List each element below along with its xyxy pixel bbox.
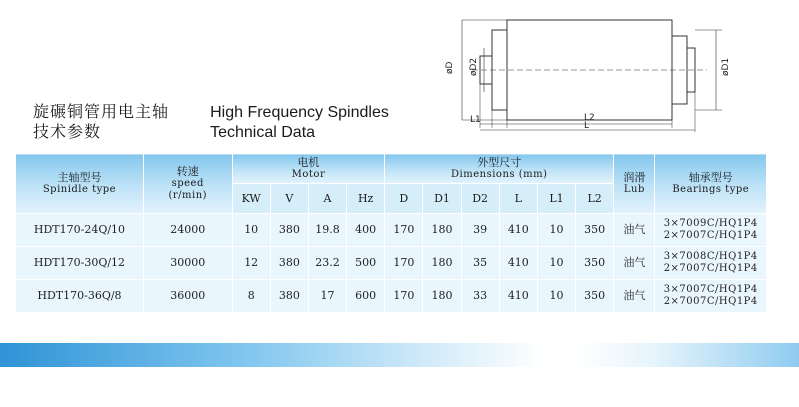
subheader-l1: L1 (537, 184, 575, 214)
label-l1: L1 (470, 115, 481, 125)
header-lub: 润滑 Lub (614, 154, 655, 214)
cell-v: 380 (270, 247, 308, 280)
cell-kw: 12 (232, 247, 270, 280)
footer-gradient-bar (0, 343, 799, 367)
table-row (16, 214, 767, 247)
label-d1: øD1 (721, 57, 731, 76)
cell-v: 380 (270, 214, 308, 247)
label-d: øD (445, 61, 455, 74)
cell-model: HDT170-36Q/8 (16, 280, 144, 313)
cell-l2: 350 (576, 280, 614, 313)
header-dimensions: 外型尺寸 Dimensions (mm) (385, 154, 614, 184)
subheader-hz: Hz (347, 184, 385, 214)
header-model: 主轴型号 Spinidle type (16, 154, 144, 214)
cell-d1: 180 (423, 280, 461, 313)
cell-bearings: 3×7007C/HQ1P4 2×7007C/HQ1P4 (655, 280, 767, 313)
cell-d2: 33 (461, 280, 499, 313)
cell-speed: 24000 (143, 214, 232, 247)
cell-lub: 油气 (614, 247, 655, 280)
cell-a: 23.2 (308, 247, 346, 280)
subheader-l2: L2 (576, 184, 614, 214)
cell-kw: 10 (232, 214, 270, 247)
table-row (16, 247, 767, 280)
subtitle-en: Technical Data (210, 124, 316, 141)
cell-hz: 500 (347, 247, 385, 280)
cell-hz: 600 (347, 280, 385, 313)
spindle-drawing-svg (432, 6, 732, 136)
cell-bearings: 3×7009C/HQ1P4 2×7007C/HQ1P4 (655, 214, 767, 247)
cell-model: HDT170-24Q/10 (16, 214, 144, 247)
cell-l1: 10 (537, 247, 575, 280)
cell-hz: 400 (347, 214, 385, 247)
title-block (33, 99, 389, 139)
subheader-d: D (385, 184, 423, 214)
table-row (16, 280, 767, 313)
subtitle-cn: 技术参数 (33, 122, 102, 141)
spec-table (15, 153, 767, 313)
cell-bearings: 3×7008C/HQ1P4 2×7007C/HQ1P4 (655, 247, 767, 280)
header-row (16, 154, 767, 184)
header-bearings: 轴承型号 Bearings type (655, 154, 767, 214)
cell-l: 410 (499, 214, 537, 247)
header-speed: 转速 speed (r/min) (143, 154, 232, 214)
cell-d: 170 (385, 247, 423, 280)
cell-d1: 180 (423, 214, 461, 247)
cell-a: 17 (308, 280, 346, 313)
cell-l: 410 (499, 247, 537, 280)
label-l: L (584, 121, 590, 131)
subheader-d2: D2 (461, 184, 499, 214)
cell-l1: 10 (537, 280, 575, 313)
subheader-d1: D1 (423, 184, 461, 214)
cell-lub: 油气 (614, 214, 655, 247)
cell-l2: 350 (576, 247, 614, 280)
spindle-drawing (432, 6, 732, 136)
cell-speed: 36000 (143, 280, 232, 313)
cell-d1: 180 (423, 247, 461, 280)
cell-l1: 10 (537, 214, 575, 247)
cell-kw: 8 (232, 280, 270, 313)
subheader-v: V (270, 184, 308, 214)
cell-d2: 35 (461, 247, 499, 280)
subheader-a: A (308, 184, 346, 214)
cell-l: 410 (499, 280, 537, 313)
cell-speed: 30000 (143, 247, 232, 280)
cell-d: 170 (385, 280, 423, 313)
cell-d2: 39 (461, 214, 499, 247)
subheader-l: L (499, 184, 537, 214)
cell-l2: 350 (576, 214, 614, 247)
cell-a: 19.8 (308, 214, 346, 247)
cell-lub: 油气 (614, 280, 655, 313)
label-l2: L2 (584, 113, 595, 123)
cell-d: 170 (385, 214, 423, 247)
cell-v: 380 (270, 280, 308, 313)
title-en: High Frequency Spindles (210, 104, 389, 121)
title-cn: 旋碾铜管用电主轴 (33, 102, 170, 121)
subheader-kw: KW (232, 184, 270, 214)
cell-model: HDT170-30Q/12 (16, 247, 144, 280)
label-d2: øD2 (469, 57, 479, 76)
header-motor: 电机 Motor (232, 154, 385, 184)
